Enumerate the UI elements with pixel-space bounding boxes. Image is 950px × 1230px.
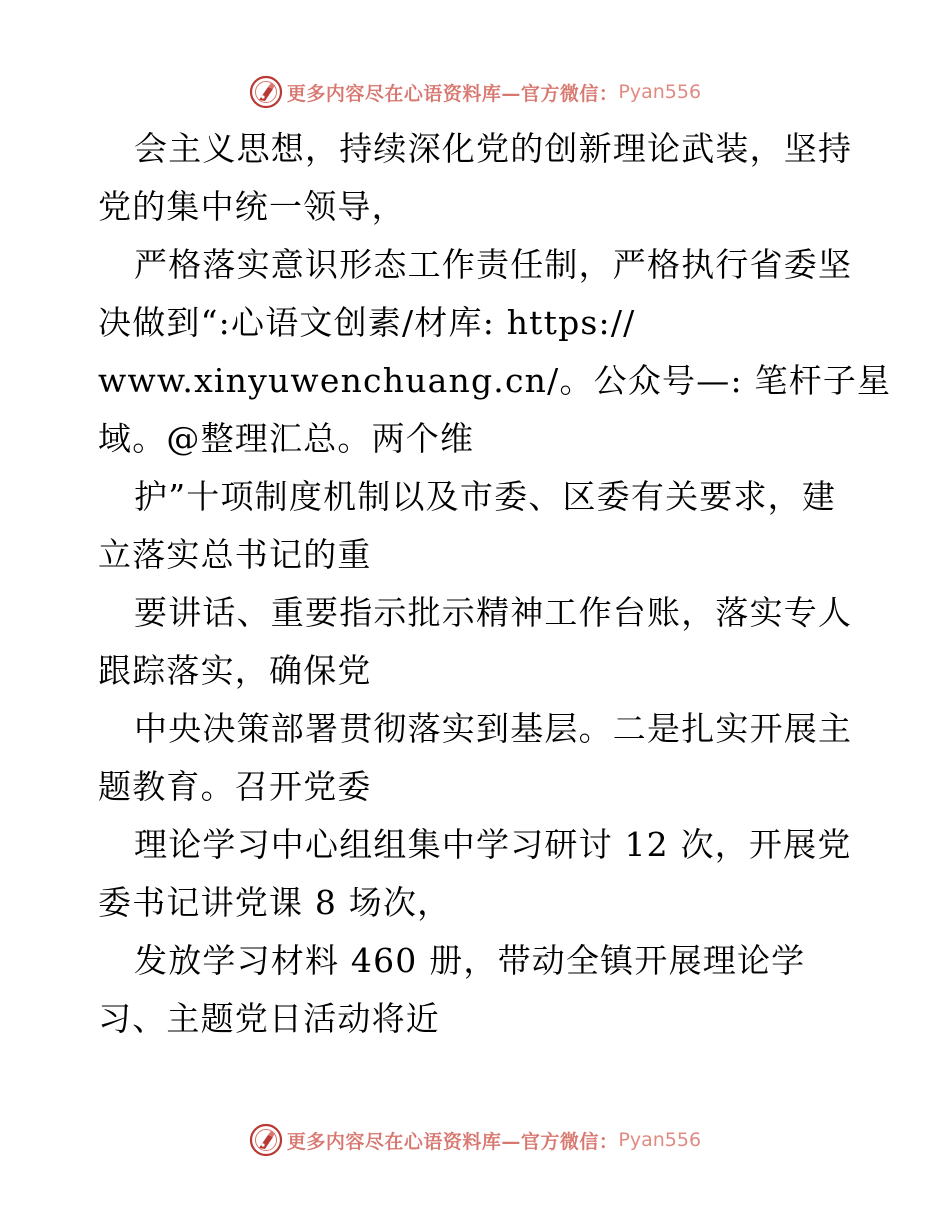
body-line: 会主义思想，持续深化党的创新理论武装，坚持 [134, 129, 853, 168]
footer-banner-contact: Pyan556 [618, 1129, 702, 1151]
pen-nib-logo-icon [249, 75, 283, 109]
document-body [98, 120, 892, 1048]
body-line: 严格落实意识形态工作责任制，严格执行省委坚 [134, 245, 853, 284]
body-line: 题教育。召开党委 [98, 767, 372, 806]
body-line: 委书记讲党课 8 场次， [98, 883, 452, 922]
header-banner-contact: Pyan556 [618, 81, 702, 103]
body-line: 习、主题党日活动将近 [98, 999, 440, 1038]
body-line: 决做到“:心语文创素/材库: https:// [98, 303, 636, 342]
footer-banner [0, 1120, 950, 1160]
header-banner-text: 更多内容尽在心语资料库—官方微信： [286, 82, 619, 105]
body-line: 域。@整理汇总。两个维 [98, 419, 475, 458]
body-line: 理论学习中心组组集中学习研讨 12 次，开展党 [134, 825, 852, 864]
body-line: 要讲话、重要指示批示精神工作台账，落实专人 [134, 593, 853, 632]
body-line: www.xinyuwenchuang.cn/。公众号—: 笔杆子星 [98, 361, 892, 400]
body-line: 立落实总书记的重 [98, 535, 372, 574]
header-banner [0, 72, 950, 112]
footer-banner-text: 更多内容尽在心语资料库—官方微信： [286, 1130, 619, 1153]
body-line: 跟踪落实，确保党 [98, 651, 372, 690]
body-line: 党的集中统一领导， [98, 187, 406, 226]
pen-nib-logo-icon [249, 1123, 283, 1157]
body-line: 中央决策部署贯彻落实到基层。二是扎实开展主 [134, 709, 853, 748]
body-line: 发放学习材料 460 册，带动全镇开展理论学 [134, 941, 806, 980]
body-line: 护”十项制度机制以及市委、区委有关要求，建 [134, 477, 837, 516]
